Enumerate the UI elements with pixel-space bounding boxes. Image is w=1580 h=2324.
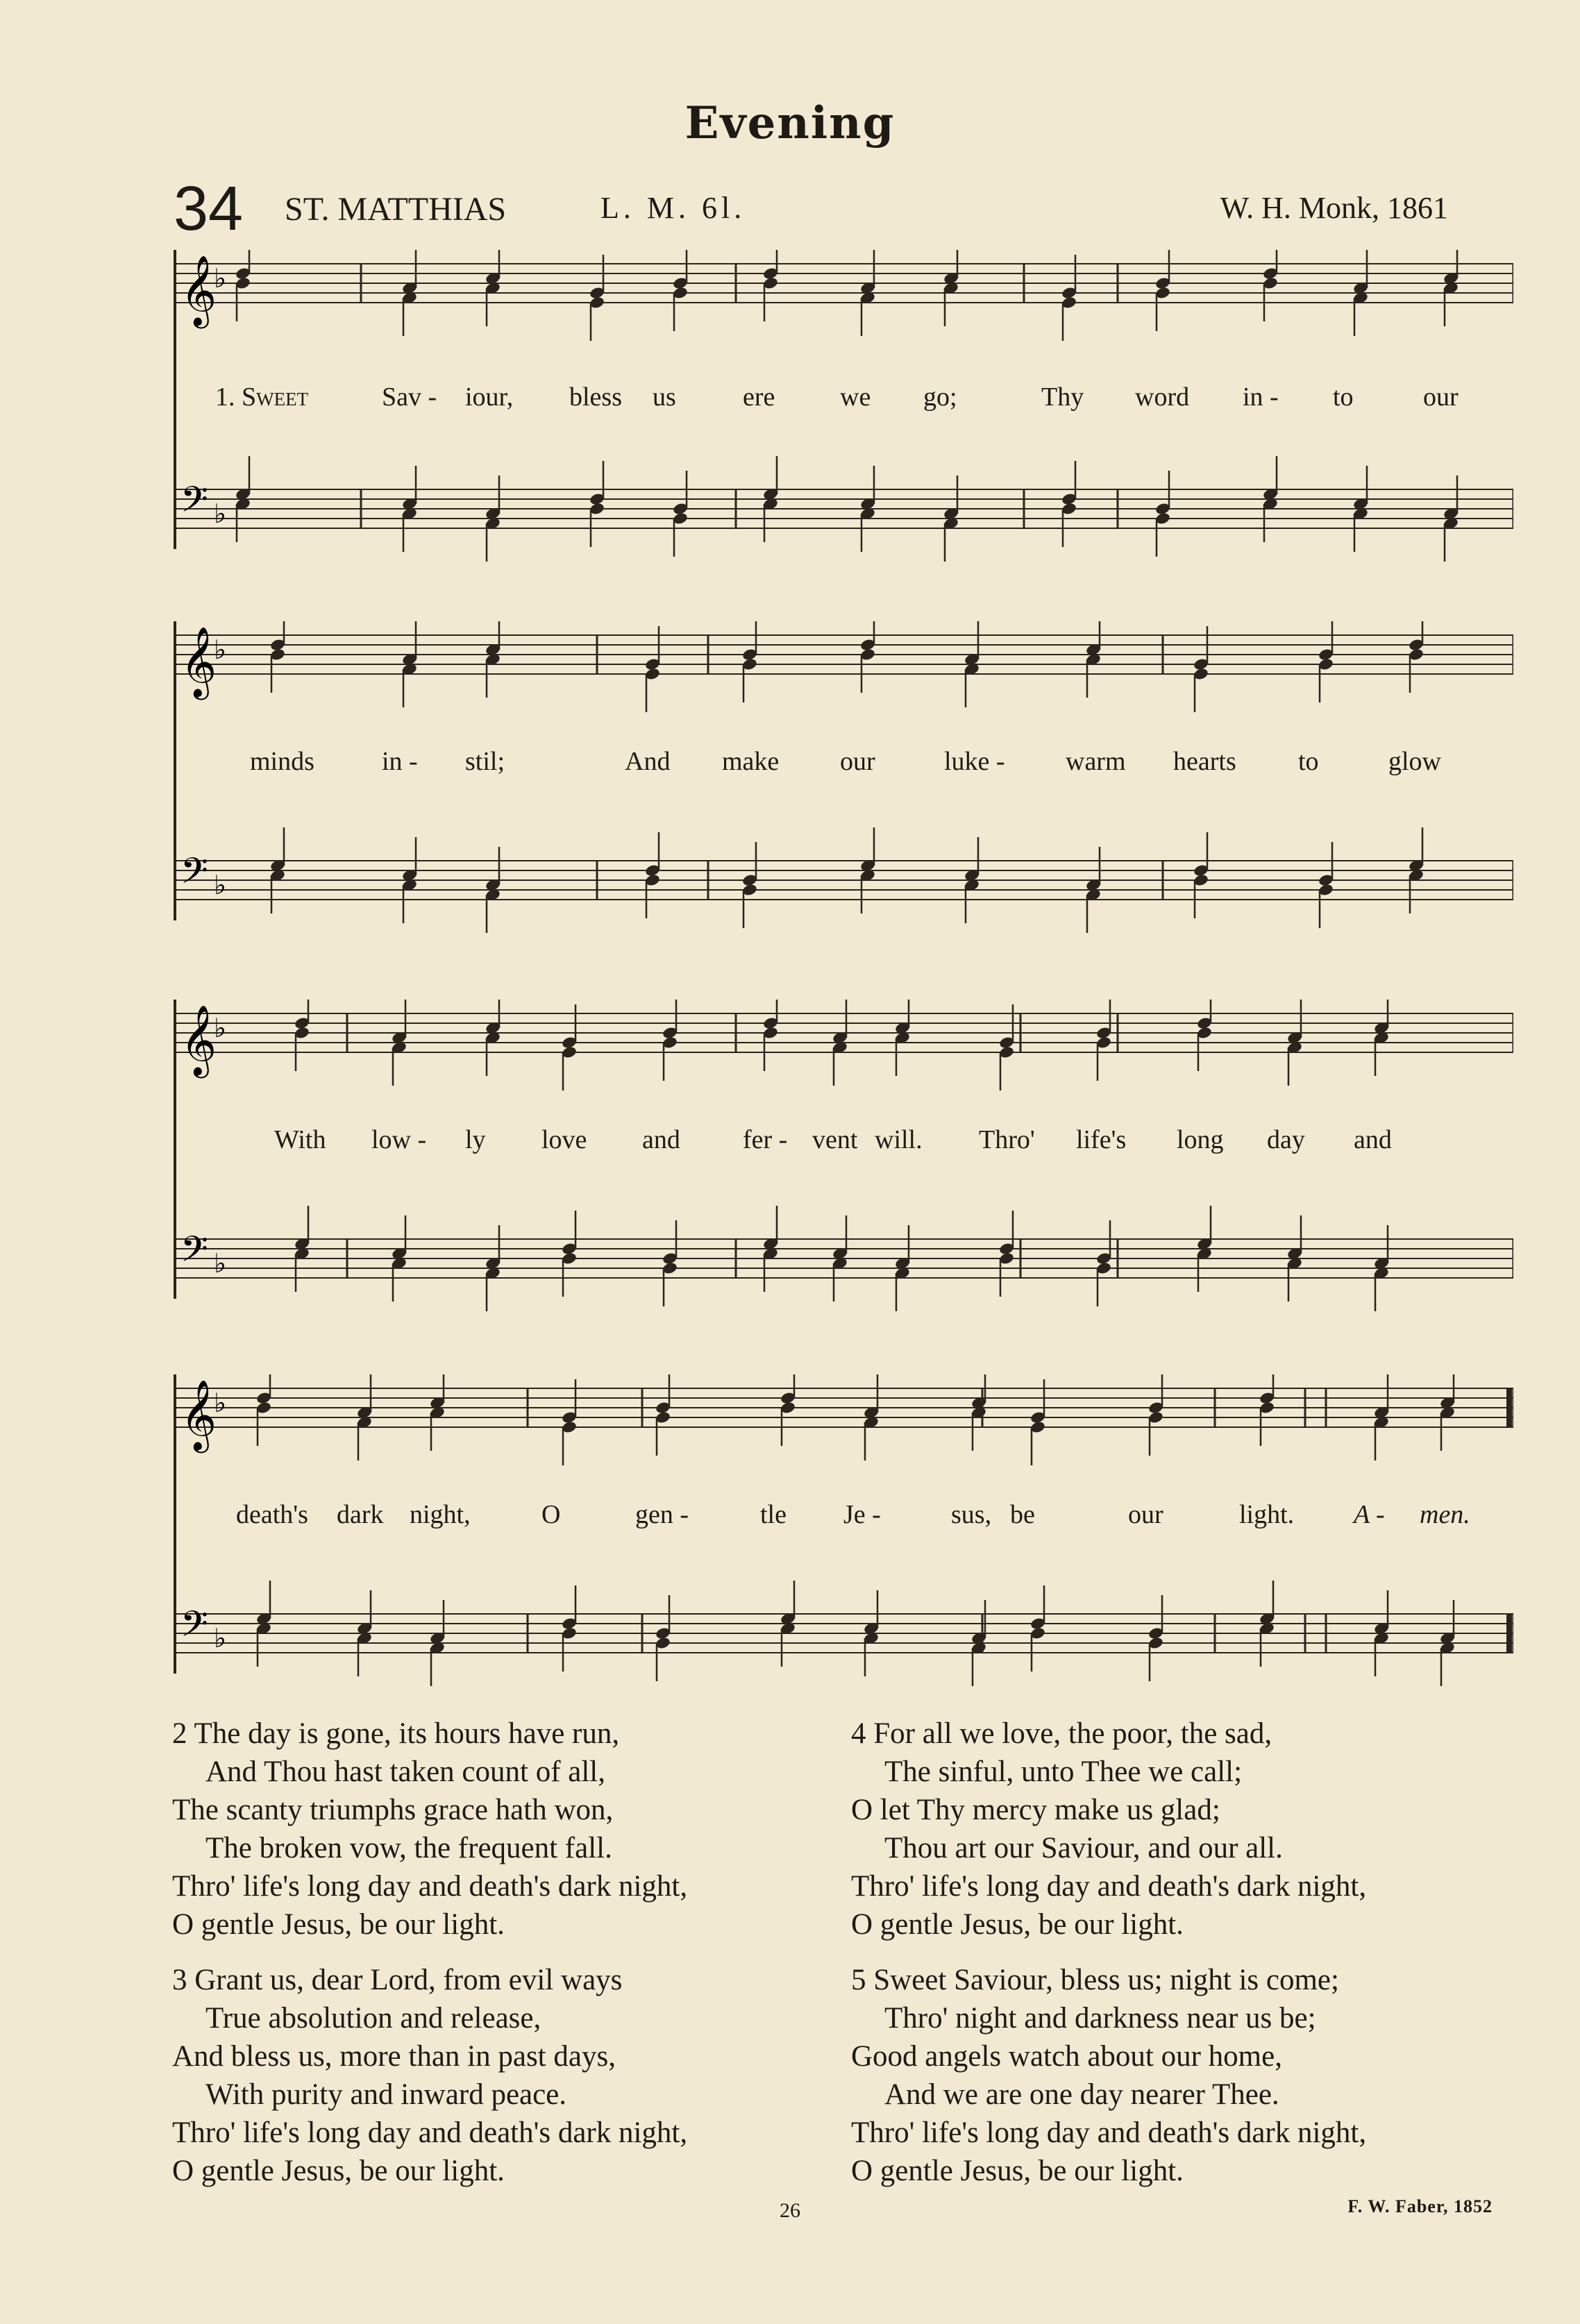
composer: W. H. Monk, 1861 (1220, 191, 1448, 225)
treble-staff (174, 635, 1513, 674)
lyric-syllable: we (840, 382, 871, 412)
verse-line: O gentle Jesus, be our light. (172, 2155, 505, 2187)
music-system (174, 1000, 1513, 1326)
music-system (174, 250, 1513, 576)
verse-line: With purity and inward peace. (205, 2078, 567, 2111)
flat-icon: ♭ (214, 1623, 226, 1653)
page-number: 26 (780, 2199, 800, 2222)
lyric-syllable: in - (382, 747, 418, 776)
lyric-syllable: go; (923, 382, 957, 412)
lyric-syllable: to (1298, 747, 1319, 776)
lyric-syllable: fer - (743, 1125, 788, 1154)
lyric-syllable: A - (1354, 1500, 1385, 1529)
staff-graphic (174, 1374, 1513, 1701)
lyric-syllable: And (625, 747, 671, 776)
lyric-syllable: glow (1388, 747, 1441, 776)
verse-line: And we are one day nearer Thee. (884, 2078, 1279, 2111)
flat-icon: ♭ (214, 498, 226, 529)
lyric-syllable: stil; (465, 747, 505, 776)
lyric-syllable: ere (743, 382, 775, 412)
lyric-syllable: Je - (843, 1500, 881, 1529)
bass-staff (174, 489, 1513, 528)
lyric-syllable: day (1267, 1125, 1305, 1154)
verse (851, 1715, 1538, 1944)
lyric-syllable: our (1423, 382, 1459, 412)
lyric-syllable: in - (1243, 382, 1279, 412)
lyrics-line (174, 1499, 1513, 1534)
verse-line: Thro' life's long day and death's dark night, (172, 1870, 688, 1903)
lyric-syllable: luke - (944, 747, 1005, 776)
staff-graphic (174, 1000, 1513, 1326)
treble-staff (174, 1388, 1513, 1427)
lyric-syllable: dark (337, 1500, 384, 1529)
verse-line: Thro' life's long day and death's dark night, (851, 2116, 1367, 2149)
lyric-syllable: O (541, 1500, 561, 1529)
lyric-syllable: Thro' (979, 1125, 1035, 1154)
lyric-syllable: light. (1239, 1500, 1295, 1529)
bass-staff (174, 861, 1513, 900)
lyric-syllable: to (1333, 382, 1354, 412)
lyric-syllable: life's (1076, 1125, 1127, 1154)
lyric-syllable: death's (236, 1500, 308, 1529)
verse-line: 5 Sweet Saviour, bless us; night is come; (851, 1964, 1339, 1996)
verse (172, 1715, 859, 1944)
lyric-syllable: our (840, 747, 875, 776)
verse-line: Thro' life's long day and death's dark night, (172, 2116, 688, 2149)
hymn-header (0, 174, 1580, 244)
verse-line: The scanty triumphs grace hath won, (172, 1794, 614, 1826)
lyric-syllable: bless (569, 382, 622, 412)
flat-icon: ♭ (214, 1388, 226, 1418)
meter: L. M. 6l. (600, 191, 746, 225)
verse-line: The broken vow, the frequent fall. (205, 1832, 612, 1864)
verse-line: 2 The day is gone, its hours have run, (172, 1717, 620, 1750)
flat-icon: ♭ (214, 1013, 226, 1043)
verse-line: And Thou hast taken count of all, (205, 1755, 606, 1788)
treble-clef-icon: 𝄞 (180, 1004, 217, 1075)
verse-line: The sinful, unto Thee we call; (884, 1755, 1243, 1788)
lyric-syllable: love (541, 1125, 587, 1154)
music-system (174, 1374, 1513, 1701)
music-system (174, 621, 1513, 948)
lyric-syllable: be (1010, 1500, 1035, 1529)
lyric-syllable: tle (760, 1500, 787, 1529)
lyric-syllable: make (722, 747, 780, 776)
final-barline (1506, 1614, 1512, 1653)
verse-line: O let Thy mercy make us glad; (851, 1794, 1220, 1826)
lyric-syllable: and (1354, 1125, 1392, 1154)
flat-icon: ♭ (214, 263, 226, 294)
author-credit: F. W. Faber, 1852 (1347, 2196, 1493, 2216)
hymn-number: 34 (174, 174, 244, 244)
verse-line: And bless us, more than in past days, (172, 2040, 616, 2073)
verse-line: O gentle Jesus, be our light. (851, 2155, 1184, 2187)
lyrics-line (174, 746, 1513, 781)
lyric-syllable: minds (250, 747, 314, 776)
bass-staff (174, 1614, 1513, 1653)
lyric-syllable: us (653, 382, 676, 412)
lyric-syllable: long (1177, 1125, 1224, 1154)
bass-clef-icon: 𝄢 (180, 1603, 208, 1653)
bass-clef-icon: 𝄢 (180, 478, 208, 529)
verse-line: Thou art our Saviour, and our all. (884, 1832, 1283, 1864)
verse-line: O gentle Jesus, be our light. (851, 1908, 1184, 1941)
verse-line: 4 For all we love, the poor, the sad, (851, 1717, 1272, 1750)
verse-line: Thro' life's long day and death's dark night, (851, 1870, 1367, 1903)
lyric-syllable: low - (371, 1125, 427, 1154)
lyric-syllable: hearts (1173, 747, 1236, 776)
lyric-syllable: With (274, 1125, 326, 1154)
verse (851, 1961, 1538, 2190)
lyric-syllable: word (1135, 382, 1190, 412)
tune-name: ST. MATTHIAS (285, 191, 507, 228)
lyric-syllable: 1. Sweet (215, 382, 309, 412)
lyric-syllable: will. (875, 1125, 923, 1154)
lyric-syllable: men. (1420, 1500, 1470, 1529)
verse-line: True absolution and release, (205, 2002, 541, 2035)
staff-graphic (174, 621, 1513, 948)
bass-clef-icon: 𝄢 (180, 850, 208, 900)
verses-left-column (172, 1715, 859, 2207)
flat-icon: ♭ (214, 870, 226, 900)
treble-clef-icon: 𝄞 (180, 254, 217, 326)
lyric-syllable: vent (812, 1125, 858, 1154)
treble-staff (174, 264, 1513, 303)
lyric-syllable: and (642, 1125, 680, 1154)
lyrics-line (174, 382, 1513, 416)
lyric-syllable: night, (410, 1500, 471, 1529)
verses-right-column (851, 1715, 1538, 2207)
page-title: Evening (684, 97, 896, 149)
lyric-syllable: warm (1066, 747, 1126, 776)
verse-line: Good angels watch about our home, (851, 2040, 1282, 2073)
lyric-syllable: sus, (951, 1500, 992, 1529)
lyric-syllable: our (1128, 1500, 1163, 1529)
lyric-syllable: ly (465, 1125, 486, 1154)
flat-icon: ♭ (214, 1248, 226, 1279)
treble-clef-icon: 𝄞 (180, 625, 217, 697)
treble-clef-icon: 𝄞 (180, 1379, 217, 1450)
flat-icon: ♭ (214, 634, 226, 665)
final-barline (1506, 1388, 1512, 1427)
lyric-syllable: Thy (1041, 382, 1084, 412)
bass-clef-icon: 𝄢 (180, 1228, 208, 1279)
lyrics-line (174, 1125, 1513, 1159)
lyric-syllable: gen - (635, 1500, 689, 1529)
verse-line: 3 Grant us, dear Lord, from evil ways (172, 1964, 623, 1996)
lyric-syllable: iour, (465, 382, 514, 412)
verse (172, 1961, 859, 2190)
verse-line: Thro' night and darkness near us be; (884, 2002, 1316, 2035)
lyric-syllable: Sav - (382, 382, 437, 412)
verse-line: O gentle Jesus, be our light. (172, 1908, 505, 1941)
